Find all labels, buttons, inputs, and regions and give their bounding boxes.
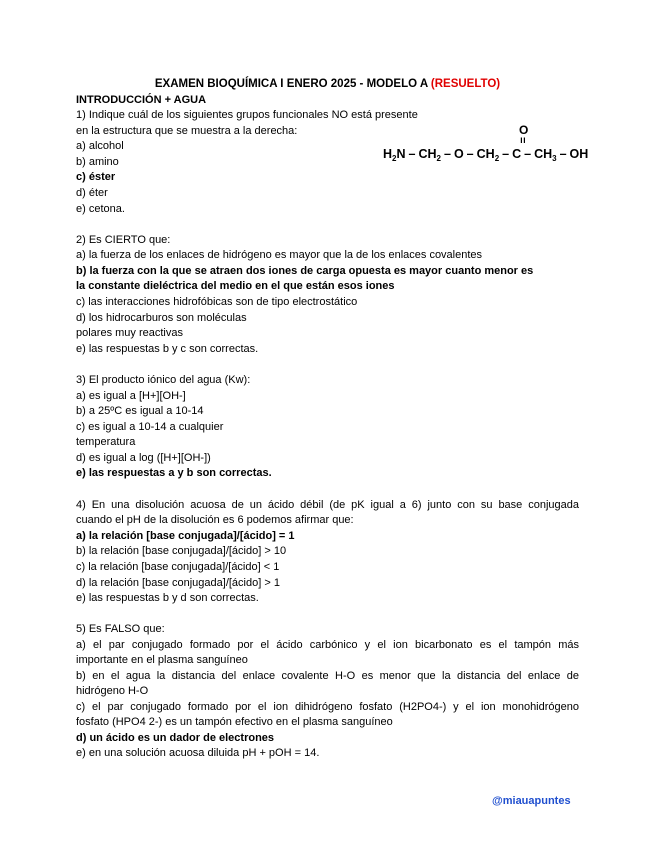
q1-option-c-correct: c) éster bbox=[76, 171, 116, 183]
q1-stem-line-2: en la estructura que se muestra a la derecha: bbox=[76, 125, 298, 137]
q4-stem-line-1: 4) En una disolución acuosa de un ácido débil (de pK igual a 6) junto con su base conjugada bbox=[76, 499, 579, 511]
q1-option-b: b) amino bbox=[76, 156, 119, 168]
q2-option-d-line-2: polares muy reactivas bbox=[76, 327, 183, 339]
q5-option-c-line-1: c) el par conjugado formado por el ion dihidrógeno fosfato (H2PO4-) y el ion monohidrógeno bbox=[76, 701, 579, 713]
q2-option-e: e) las respuestas b y c son correctas. bbox=[76, 343, 259, 355]
q3-option-a: a) es igual a [H+][OH-] bbox=[76, 390, 186, 402]
q4-option-b: b) la relación [base conjugada]/[ácido] > 10 bbox=[76, 545, 287, 557]
q3-option-c-line-1: c) es igual a 10-14 a cualquier bbox=[76, 421, 224, 433]
q2-option-d-line-1: d) los hidrocarburos son moléculas bbox=[76, 312, 247, 324]
carbonyl-double-bond: = bbox=[516, 137, 528, 144]
q5-stem: 5) Es FALSO que: bbox=[76, 623, 165, 635]
q5-option-a-line-1: a) el par conjugado formado por el ácido carbónico y el ion bicarbonato es el tampón más bbox=[76, 639, 579, 651]
q1-option-e: e) cetona. bbox=[76, 203, 125, 215]
structure-chain: $H_2N - CH_2$ – O – $CH_2$ – C – $CH_3$ – OH bbox=[383, 147, 589, 163]
q2-option-c: c) las interacciones hidrofóbicas son de tipo electrostático bbox=[76, 296, 358, 308]
q5-option-e: e) en una solución acuosa diluida pH + pOH = 14. bbox=[76, 747, 320, 759]
q4-option-a-correct: a) la relación [base conjugada]/[ácido] = 1 bbox=[76, 530, 295, 542]
q1-option-d: d) éter bbox=[76, 187, 108, 199]
exam-title bbox=[0, 77, 655, 91]
q3-option-b: b) a 25ºC es igual a 10-14 bbox=[76, 405, 204, 417]
q4-option-c: c) la relación [base conjugada]/[ácido] < 1 bbox=[76, 561, 280, 573]
q1-stem-line-1: 1) Indique cuál de los siguientes grupos funcionales NO está presente bbox=[76, 109, 418, 121]
carbonyl-oxygen: O bbox=[519, 123, 529, 137]
q3-option-e-correct: e) las respuestas a y b son correctas. bbox=[76, 467, 272, 479]
q2-option-a: a) la fuerza de los enlaces de hidrógeno es mayor que la de los enlaces covalentes bbox=[76, 249, 483, 261]
section-heading: INTRODUCCIÓN + AGUA bbox=[76, 94, 207, 106]
q2-option-b-line-2: la constante dieléctrica del medio en el que están esos iones bbox=[76, 280, 395, 292]
q5-option-a-line-2: importante en el plasma sanguíneo bbox=[76, 654, 248, 666]
q5-option-c-line-2: fosfato (HPO4 2-) es un tampón efectivo en el plasma sanguíneo bbox=[76, 716, 393, 728]
q4-option-e: e) las respuestas b y d son correctas. bbox=[76, 592, 259, 604]
q4-stem-line-2: cuando el pH de la disolución es 6 podemos afirmar que: bbox=[76, 514, 354, 526]
chemical-structure bbox=[381, 120, 607, 168]
q3-option-d: d) es igual a log ([H+][OH-]) bbox=[76, 452, 211, 464]
author-handle: @miauapuntes bbox=[492, 795, 571, 807]
q5-option-d-correct: d) un ácido es un dador de electrones bbox=[76, 732, 275, 744]
q1-option-a: a) alcohol bbox=[76, 140, 124, 152]
exam-title-text: EXAMEN BIOQUÍMICA I ENERO 2025 - MODELO A bbox=[154, 78, 431, 90]
q2-option-b-line-1: b) la fuerza con la que se atraen dos iones de carga opuesta es mayor cuanto menor es bbox=[76, 265, 534, 277]
q3-stem: 3) El producto iónico del agua (Kw): bbox=[76, 374, 251, 386]
q3-option-c-line-2: temperatura bbox=[76, 436, 136, 448]
q4-option-d: d) la relación [base conjugada]/[ácido] > 1 bbox=[76, 577, 280, 589]
q5-option-b-line-1: b) en el agua la distancia del enlace covalente H-O es menor que la distancia del enlace de bbox=[76, 670, 579, 682]
q5-option-b-line-2: hidrógeno H-O bbox=[76, 685, 149, 697]
q2-stem: 2) Es CIERTO que: bbox=[76, 234, 171, 246]
resuelto-label: (RESUELTO) bbox=[430, 78, 501, 90]
